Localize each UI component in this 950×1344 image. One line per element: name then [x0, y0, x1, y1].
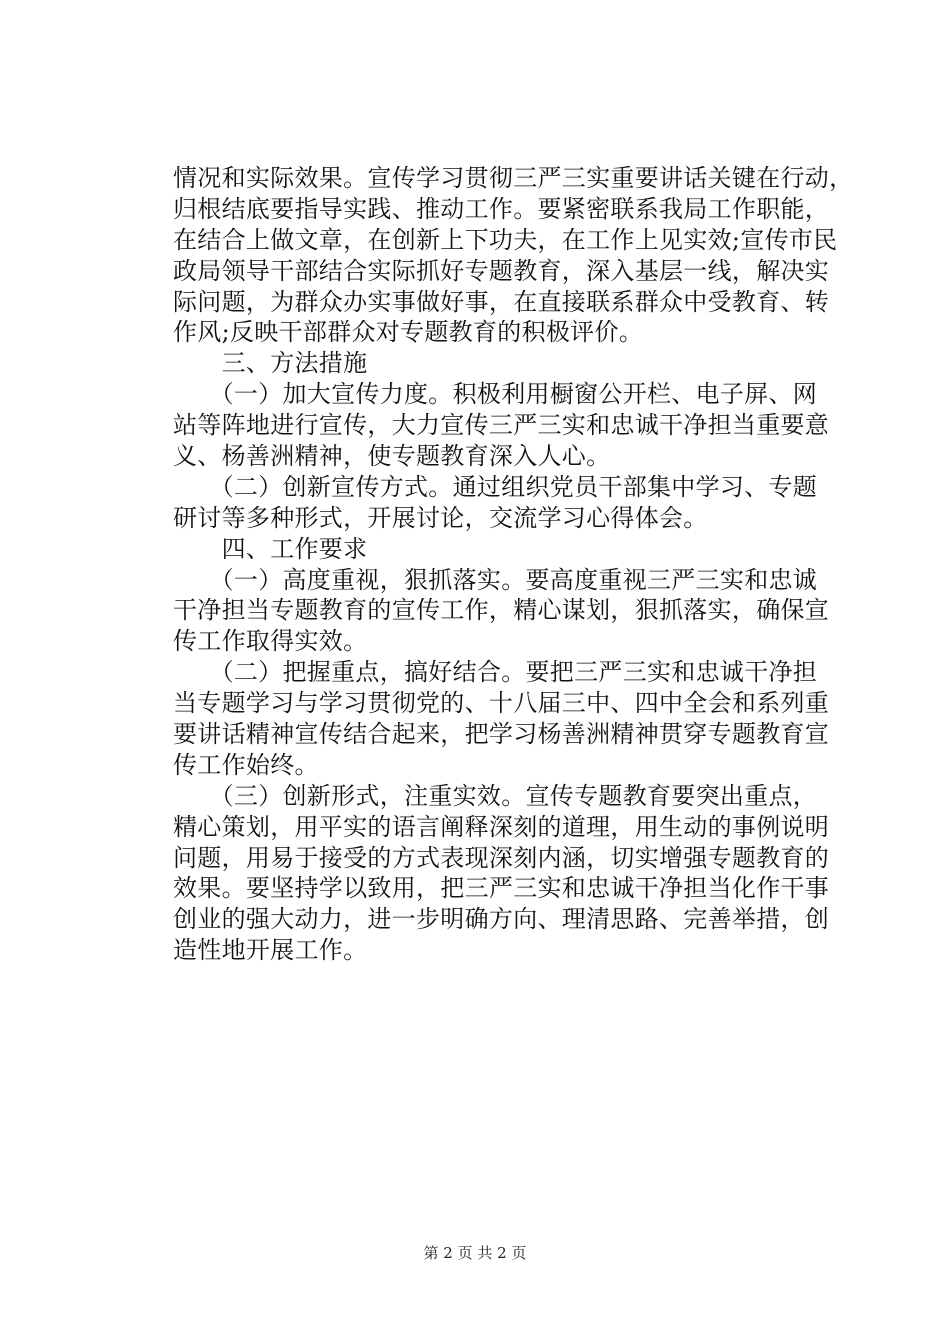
text-line: （二）把握重点，搞好结合。要把三严三实和忠诚干净担: [173, 658, 818, 687]
text-line: 政局领导干部结合实际抓好专题教育，深入基层一线，解决实: [173, 256, 830, 285]
section-heading: 四、工作要求: [173, 534, 368, 563]
text-line: 当专题学习与学习贯彻党的、十八届三中、四中全会和系列重: [173, 689, 830, 718]
text-line: 造性地开展工作。: [173, 936, 368, 965]
text-line: 作风;反映干部群众对专题教育的积极评价。: [173, 318, 644, 347]
text-line: 要讲话精神宣传结合起来，把学习杨善洲精神贯穿专题教育宣: [173, 720, 830, 749]
text-line: 在结合上做文章，在创新上下功夫，在工作上见实效;宣传市民: [173, 225, 838, 254]
text-line: （三）创新形式，注重实效。宣传专题教育要突出重点，: [173, 781, 818, 810]
text-line: 归根结底要指导实践、推动工作。要紧密联系我局工作职能，: [173, 194, 830, 223]
text-line: 研讨等多种形式，开展讨论，交流学习心得体会。: [173, 503, 708, 532]
text-line: 干净担当专题教育的宣传工作，精心谋划，狠抓落实，确保宣: [173, 596, 830, 625]
body-text: [173, 163, 854, 966]
text-line: 问题，用易于接受的方式表现深刻内涵，切实增强专题教育的: [173, 843, 830, 872]
text-line: （二）创新宣传方式。通过组织党员干部集中学习、专题: [173, 472, 818, 501]
text-line: 效果。要坚持学以致用，把三严三实和忠诚干净担当化作干事: [173, 874, 830, 903]
text-line: 传工作始终。: [173, 750, 319, 779]
text-line: （一）高度重视，狠抓落实。要高度重视三严三实和忠诚: [173, 565, 818, 594]
text-line: 义、杨善洲精神，使专题教育深入人心。: [173, 442, 611, 471]
text-line: 站等阵地进行宣传，大力宣传三严三实和忠诚干净担当重要意: [173, 411, 830, 440]
text-line: 传工作取得实效。: [173, 627, 368, 656]
text-line: 情况和实际效果。宣传学习贯彻三严三实重要讲话关键在行动，: [173, 164, 854, 192]
text-line: 创业的强大动力，进一步明确方向、理清思路、完善举措，创: [173, 905, 830, 934]
page-number-footer: 第 2 页 共 2 页: [423, 1244, 527, 1262]
text-line: （一）加大宣传力度。积极利用橱窗公开栏、电子屏、网: [173, 380, 818, 409]
text-line: 精心策划，用平实的语言阐释深刻的道理，用生动的事例说明: [173, 812, 830, 841]
text-line: 际问题，为群众办实事做好事，在直接联系群众中受教育、转: [173, 287, 830, 316]
section-heading: 三、方法措施: [173, 349, 368, 378]
